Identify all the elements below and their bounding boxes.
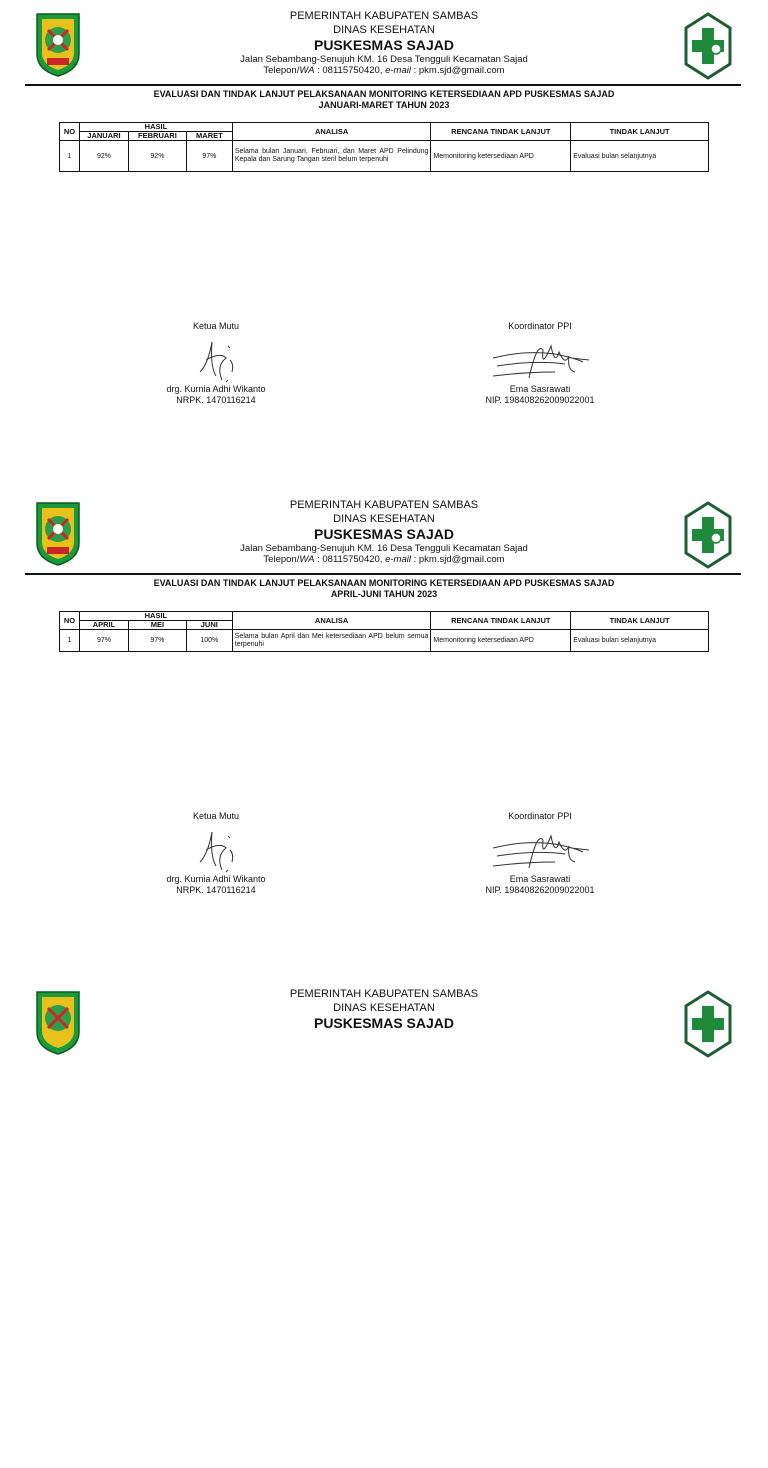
cell-tindak: Evaluasi bulan selanjutnya bbox=[571, 630, 709, 652]
puskesmas-logo bbox=[683, 501, 733, 569]
header-divider bbox=[25, 573, 741, 575]
signer-name: drg. Kurnia Adhi Wikanto bbox=[166, 874, 266, 884]
signature-left bbox=[140, 321, 292, 406]
institution-name: PUSKESMAS SAJAD bbox=[313, 526, 455, 542]
address: Jalan Sebambang-Senujuh KM. 16 Desa Tengguli Kecamatan Sajad bbox=[240, 543, 528, 554]
gov-name: PEMERINTAH KABUPATEN SAMBAS bbox=[289, 10, 479, 22]
puskesmas-logo bbox=[683, 12, 733, 80]
cell-tindak: Evaluasi bulan selanjutnya bbox=[571, 141, 709, 172]
sambas-regency-logo bbox=[33, 10, 83, 78]
gov-name: PEMERINTAH KABUPATEN SAMBAS bbox=[289, 499, 479, 511]
letterhead bbox=[200, 9, 568, 76]
col-tindak: TINDAK LANJUT bbox=[571, 123, 709, 141]
col-hasil: HASIL bbox=[79, 123, 232, 132]
institution-name: PUSKESMAS SAJAD bbox=[313, 1015, 455, 1031]
signature-right bbox=[460, 321, 620, 406]
signature-right-image bbox=[485, 826, 595, 874]
sambas-regency-logo bbox=[33, 988, 83, 1056]
signer-name: Ema Sasrawati bbox=[509, 874, 571, 884]
col-rencana: RENCANA TINDAK LANJUT bbox=[431, 612, 571, 630]
evaluation-table bbox=[59, 611, 709, 652]
col-month-2: MEI bbox=[128, 621, 186, 630]
cell-value: 92% bbox=[128, 141, 186, 172]
col-month-3: JUNI bbox=[186, 621, 232, 630]
col-month-1: JANUARI bbox=[79, 132, 128, 141]
signer-id: NRPK. 1470116214 bbox=[176, 885, 256, 895]
col-month-2: FEBRUARI bbox=[128, 132, 186, 141]
letterhead bbox=[200, 498, 568, 565]
signer-id: NIP. 198408262009022001 bbox=[485, 395, 595, 405]
signature-right bbox=[460, 811, 620, 896]
institution-name: PUSKESMAS SAJAD bbox=[313, 37, 455, 53]
contact-line: Telepon/WA : 08115750420, e-mail : pkm.sjd@gmail.com bbox=[263, 554, 505, 565]
cell-analisa: Selama bulan April dan Mei ketersediaan APD belum semua terpenuhi bbox=[232, 630, 431, 652]
evaluation-table bbox=[59, 122, 709, 172]
cell-rencana: Memonitoring ketersediaan APD bbox=[431, 141, 571, 172]
signer-role: Koordinator PPI bbox=[508, 321, 572, 331]
signer-id: NIP. 198408262009022001 bbox=[485, 885, 595, 895]
cell-value: 100% bbox=[186, 630, 232, 652]
col-month-1: APRIL bbox=[79, 621, 128, 630]
cell-value: 97% bbox=[186, 141, 232, 172]
letterhead bbox=[200, 987, 568, 1032]
col-no: NO bbox=[60, 123, 80, 141]
signature-right-image bbox=[485, 336, 595, 384]
signature-left-image bbox=[186, 336, 246, 384]
cell-value: 97% bbox=[128, 630, 186, 652]
cell-rencana: Memonitoring ketersediaan APD bbox=[431, 630, 571, 652]
col-analisa: ANALISA bbox=[232, 612, 431, 630]
col-no: NO bbox=[60, 612, 80, 630]
col-hasil: HASIL bbox=[79, 612, 232, 621]
signature-left bbox=[140, 811, 292, 896]
agency-name: DINAS KESEHATAN bbox=[333, 513, 435, 525]
col-tindak: TINDAK LANJUT bbox=[571, 612, 709, 630]
sambas-regency-logo bbox=[33, 499, 83, 567]
cell-value: 92% bbox=[79, 141, 128, 172]
signer-id: NRPK. 1470116214 bbox=[176, 395, 256, 405]
puskesmas-logo bbox=[683, 990, 733, 1058]
header-divider bbox=[25, 84, 741, 86]
signer-role: Koordinator PPI bbox=[508, 811, 572, 821]
signer-name: drg. Kurnia Adhi Wikanto bbox=[166, 384, 266, 394]
table-row bbox=[60, 630, 709, 652]
cell-no: 1 bbox=[60, 630, 80, 652]
report-section-q2 bbox=[0, 489, 768, 979]
col-rencana: RENCANA TINDAK LANJUT bbox=[431, 123, 571, 141]
col-analisa: ANALISA bbox=[232, 123, 431, 141]
signer-role: Ketua Mutu bbox=[192, 321, 240, 331]
report-title: EVALUASI DAN TINDAK LANJUT PELAKSANAAN MONITORING KETERSEDIAAN APD PUSKESMAS SAJAD JANUARI-MARET TAHUN 2023 bbox=[153, 89, 615, 110]
report-section-q3-partial bbox=[0, 978, 768, 1468]
col-month-3: MARET bbox=[186, 132, 232, 141]
table-row bbox=[60, 141, 709, 172]
address: Jalan Sebambang-Senujuh KM. 16 Desa Tengguli Kecamatan Sajad bbox=[240, 54, 528, 65]
cell-analisa: Selama bulan Januari, Februari, dan Maret APD Pelindung Kepala dan Sarung Tangan steril belum terpenuhi bbox=[232, 141, 431, 172]
agency-name: DINAS KESEHATAN bbox=[333, 1002, 435, 1014]
signer-role: Ketua Mutu bbox=[192, 811, 240, 821]
agency-name: DINAS KESEHATAN bbox=[333, 24, 435, 36]
report-title: EVALUASI DAN TINDAK LANJUT PELAKSANAAN MONITORING KETERSEDIAAN APD PUSKESMAS SAJAD APRIL-JUNI TAHUN 2023 bbox=[153, 578, 615, 599]
contact-line: Telepon/WA : 08115750420, e-mail : pkm.sjd@gmail.com bbox=[263, 65, 505, 76]
cell-no: 1 bbox=[60, 141, 80, 172]
gov-name: PEMERINTAH KABUPATEN SAMBAS bbox=[289, 988, 479, 1000]
report-section-q1 bbox=[0, 0, 768, 490]
signer-name: Ema Sasrawati bbox=[509, 384, 571, 394]
signature-left-image bbox=[186, 826, 246, 874]
cell-value: 97% bbox=[79, 630, 128, 652]
